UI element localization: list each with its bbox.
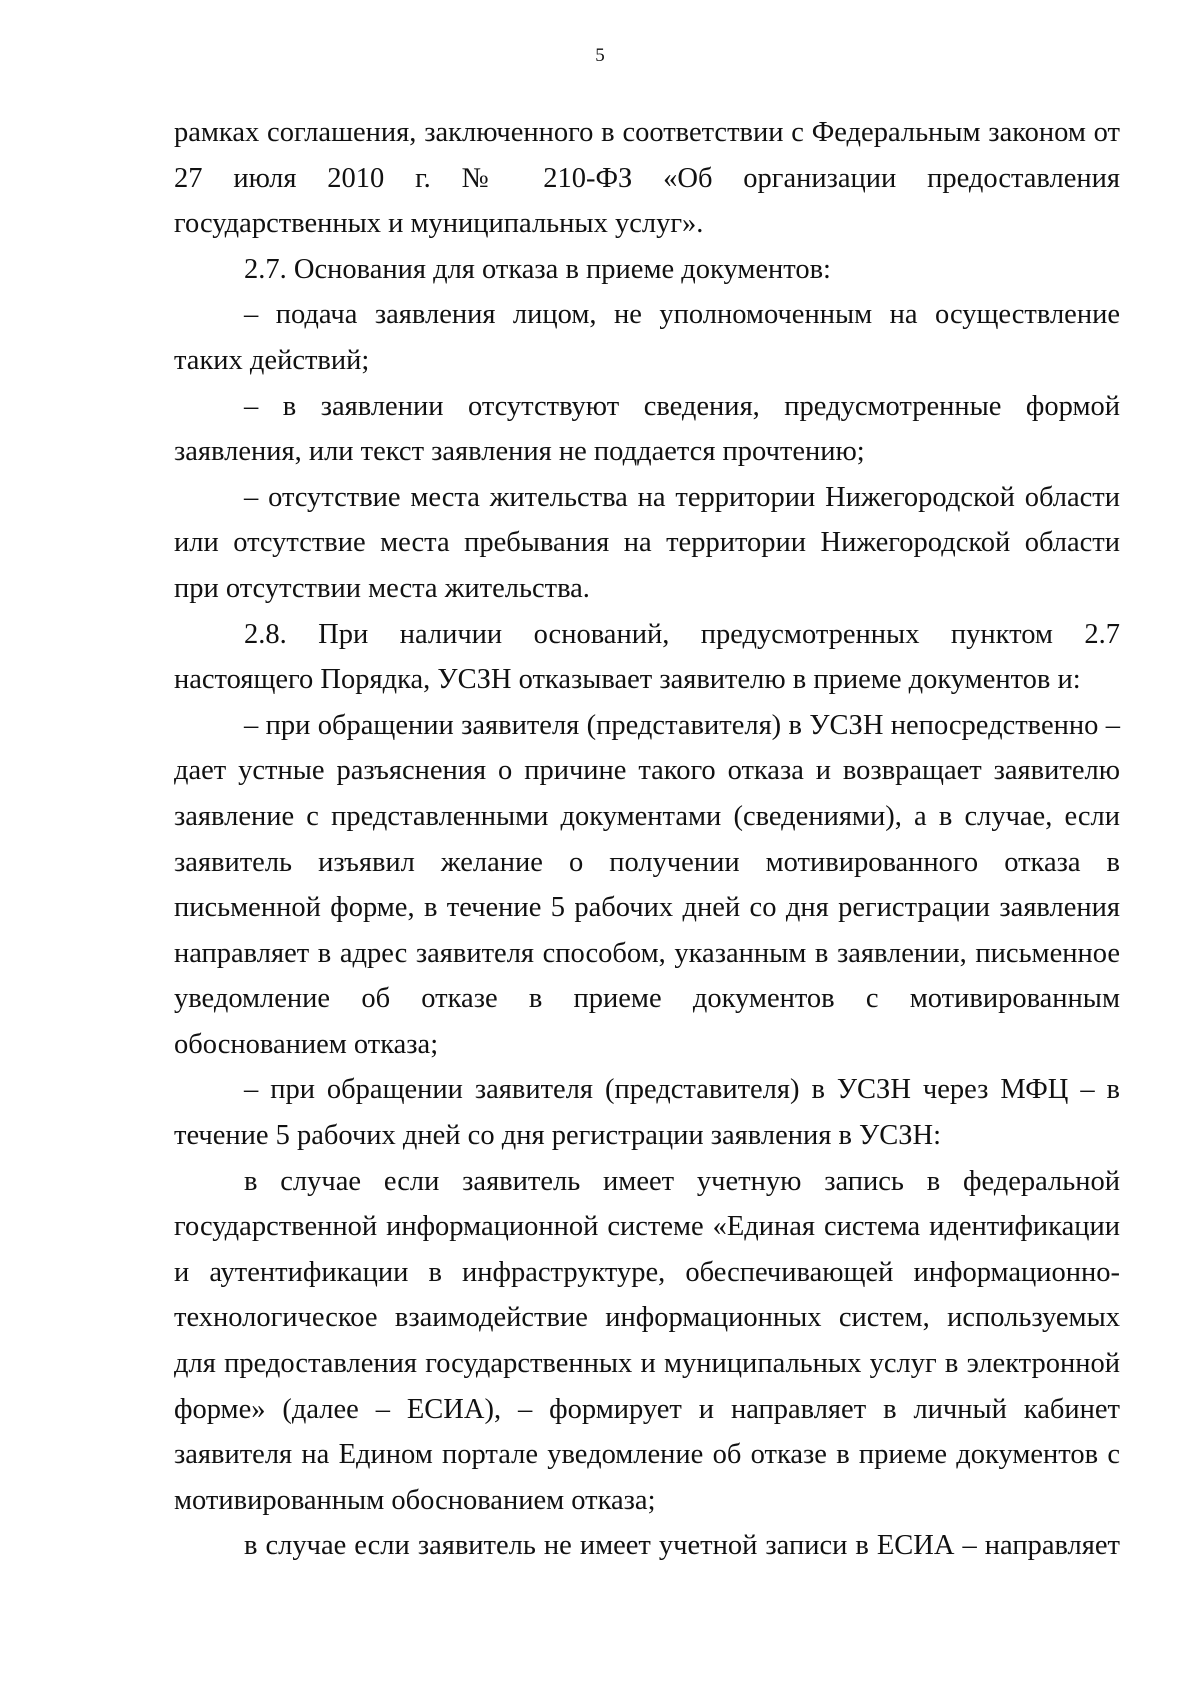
list-item-mfc-application: – при обращении заявителя (представителя) в УСЗН через МФЦ – в течение 5 рабочих дней со дня регистрации заявления в УСЗН: (174, 1074, 1120, 1152)
document-body (174, 110, 1120, 1569)
page-number: 5 (595, 45, 605, 66)
paragraph-2-8-heading: 2.8. При наличии оснований, предусмотренных пунктом 2.7 настоящего Порядка, УСЗН отказывает заявителю в приеме документов и: (174, 618, 1120, 696)
paragraph-esia-account: в случае если заявитель имеет учетную запись в федеральной государственной информационной системе «Единая система идентификации и аутентификации в инфраструктуре, обеспечивающей информационно-технологическое взаимодействие информационных систем, используемых для предоставления государственных и муниципальных услуг в электронной форме» (далее – ЕСИА), – формирует и направляет в личный кабинет заявителя на Едином портале уведомление об отказе в приеме документов с мотивированным обоснованием отказа; (174, 1165, 1120, 1516)
paragraph-agreement-continuation: рамках соглашения, заключенного в соответствии с Федеральным законом от 27 июля 2010 г. № 210-ФЗ «Об организации предоставления государственных и муниципальных услуг». (174, 117, 1120, 240)
list-item-direct-application: – при обращении заявителя (представителя) в УСЗН непосредственно – дает устные разъяснения о причине такого отказа и возвращает заявителю заявление с представленными документами (сведениями), а в случае, если заявитель изъявил желание о получении мотивированного отказа в письменной форме, в течение 5 рабочих дней со дня регистрации заявления направляет в адрес заявителя способом, указанным в заявлении, письменное уведомление об отказе в приеме документов с мотивированным обоснованием отказа; (174, 709, 1120, 1060)
paragraph-2-7-heading: 2.7. Основания для отказа в приеме документов: (244, 253, 831, 285)
list-item-unauthorized-person: – подача заявления лицом, не уполномоченным на осуществление таких действий; (174, 299, 1120, 376)
paragraph-no-esia-account: в случае если заявитель не имеет учетной записи в ЕСИА – направляет (244, 1530, 1120, 1562)
list-item-no-residence: – отсутствие места жительства на территории Нижегородской области или отсутствие места пребывания на территории Нижегородской области при отсутствии места жительства. (174, 481, 1120, 604)
list-item-missing-information: – в заявлении отсутствуют сведения, предусмотренные формой заявления, или текст заявления не поддается прочтению; (174, 390, 1120, 468)
